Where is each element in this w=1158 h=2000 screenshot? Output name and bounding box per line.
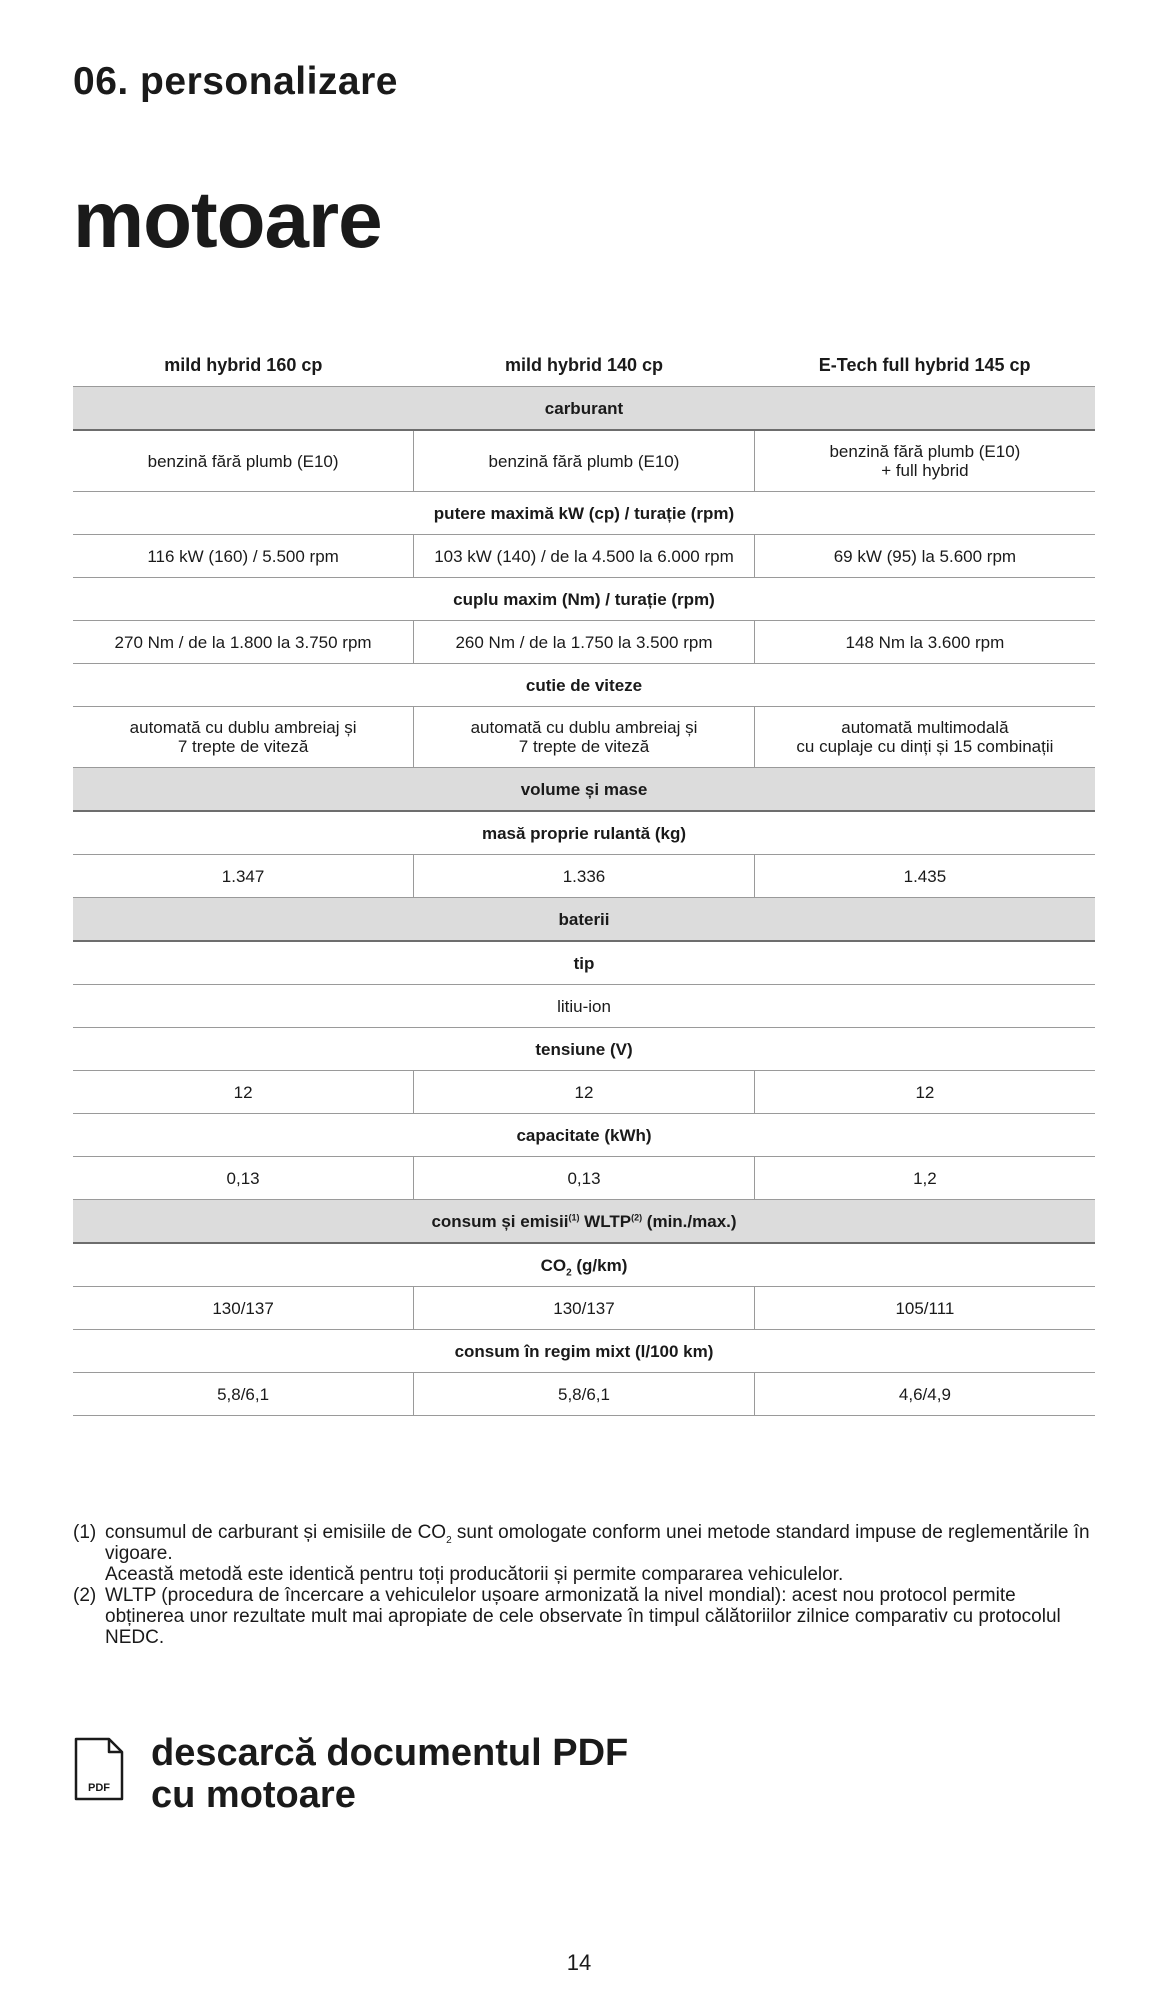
row-heading-torque: cuplu maxim (Nm) / turație (rpm) (73, 578, 1095, 621)
table-row (73, 1373, 1095, 1416)
table-cell: 270 Nm / de la 1.800 la 3.750 rpm (73, 621, 414, 664)
table-row (73, 985, 1095, 1028)
column-header: mild hybrid 140 cp (414, 344, 755, 387)
section-heading-volumes: volume și mase (73, 768, 1095, 812)
table-cell: benzină fără plumb (E10) (73, 430, 414, 492)
table-cell (754, 430, 1095, 492)
heading-text: WLTP (579, 1211, 632, 1231)
row-heading-co2 (73, 1243, 1095, 1287)
column-header: E-Tech full hybrid 145 cp (754, 344, 1095, 387)
table-cell: 69 kW (95) la 5.600 rpm (754, 535, 1095, 578)
cell-line: cu cuplaje cu dinți și 15 combinații (796, 737, 1054, 756)
table-cell: 1.347 (73, 855, 414, 898)
heading-text: (g/km) (571, 1255, 628, 1275)
cell-line: automată cu dublu ambreiaj și (470, 718, 698, 737)
table-cell: 105/111 (754, 1287, 1095, 1330)
cell-line: automată cu dublu ambreiaj și (129, 718, 357, 737)
table-row (73, 430, 1095, 492)
cell-line: + full hybrid (881, 461, 969, 480)
page-number: 14 (566, 1950, 592, 1975)
row-heading-mass: masă proprie rulantă (kg) (73, 811, 1095, 855)
footnotes (73, 1522, 1095, 1648)
page-title: motoare (73, 175, 382, 264)
footnote-item (73, 1585, 1095, 1648)
download-line: cu motoare (151, 1774, 356, 1816)
table-cell: 12 (414, 1071, 755, 1114)
table-cell: 148 Nm la 3.600 rpm (754, 621, 1095, 664)
table-cell: 5,8/6,1 (414, 1373, 755, 1416)
section-heading-battery: baterii (73, 898, 1095, 942)
subscript: 2 (446, 1534, 452, 1546)
table-cell: 12 (754, 1071, 1095, 1114)
column-header: mild hybrid 160 cp (73, 344, 414, 387)
table-cell: 0,13 (414, 1157, 755, 1200)
subscript: 2 (566, 1266, 572, 1278)
table-cell: benzină fără plumb (E10) (414, 430, 755, 492)
table-cell: 12 (73, 1071, 414, 1114)
footnote-item (73, 1522, 1095, 1585)
table-cell: 130/137 (414, 1287, 755, 1330)
table-cell: 1.336 (414, 855, 755, 898)
footnote-number: (2) (73, 1585, 97, 1606)
heading-text: consum și emisii (431, 1211, 569, 1231)
download-pdf-link[interactable] (73, 1732, 628, 1816)
footnote-text-part: sunt omologate conform unei metode standard impuse de reglementările în vigoare. (105, 1522, 1090, 1564)
footnote-text (105, 1522, 1095, 1585)
table-cell (754, 707, 1095, 768)
pdf-icon-label: PDF (88, 1782, 110, 1794)
table-cell: 130/137 (73, 1287, 414, 1330)
table-cell: 0,13 (73, 1157, 414, 1200)
row-heading-consumption: consum în regim mixt (l/100 km) (73, 1330, 1095, 1373)
table-cell: litiu-ion (73, 985, 1095, 1028)
heading-text: CO (540, 1255, 567, 1275)
table-cell: 260 Nm / de la 1.750 la 3.500 rpm (414, 621, 755, 664)
table-row (73, 1071, 1095, 1114)
row-heading-voltage: tensiune (V) (73, 1028, 1095, 1071)
cell-line: benzină fără plumb (E10) (829, 442, 1021, 461)
footnote-number: (1) (73, 1522, 97, 1543)
table-cell: 1.435 (754, 855, 1095, 898)
table-row (73, 855, 1095, 898)
table-row (73, 535, 1095, 578)
footnote-ref: (2) (631, 1211, 643, 1222)
footnote-text-part: Această metodă este identică pentru toți producătorii și permite compararea vehiculelor. (105, 1564, 844, 1585)
table-cell: 103 kW (140) / de la 4.500 la 6.000 rpm (414, 535, 755, 578)
table-row (73, 621, 1095, 664)
footnote-text-part: consumul de carburant și emisiile de CO (105, 1522, 447, 1543)
footnote-ref: (1) (568, 1211, 580, 1222)
cell-line: automată multimodală (841, 718, 1009, 737)
table-cell (73, 707, 414, 768)
row-heading-type: tip (73, 941, 1095, 985)
section-label: 06. personalizare (73, 60, 398, 103)
section-heading-emissions (73, 1200, 1095, 1244)
table-cell: 1,2 (754, 1157, 1095, 1200)
row-heading-gearbox: cutie de viteze (73, 664, 1095, 707)
row-heading-power: putere maximă kW (cp) / turație (rpm) (73, 492, 1095, 535)
cell-line: 7 trepte de viteză (518, 737, 650, 756)
table-cell: 5,8/6,1 (73, 1373, 414, 1416)
table-cell: 116 kW (160) / 5.500 rpm (73, 535, 414, 578)
table-row (73, 1287, 1095, 1330)
engine-spec-table (73, 344, 1095, 1416)
section-heading-fuel: carburant (73, 387, 1095, 431)
table-cell (414, 707, 755, 768)
row-heading-capacity: capacitate (kWh) (73, 1114, 1095, 1157)
footnote-text: WLTP (procedura de încercare a vehiculelor ușoare armonizată la nivel mondial): acest nou protocol permite obținerea unor rezultate mult mai apropiate de cele observate în timpul călătoriilor zilnice comparativ cu protocolul NEDC. (105, 1585, 1061, 1648)
cell-line: 7 trepte de viteză (177, 737, 309, 756)
download-line: descarcă documentul PDF (151, 1732, 629, 1774)
table-row (73, 1157, 1095, 1200)
pdf-file-icon (73, 1736, 125, 1802)
table-row (73, 707, 1095, 768)
heading-text: (min./max.) (642, 1211, 737, 1231)
download-pdf-text[interactable] (151, 1732, 628, 1816)
table-cell: 4,6/4,9 (754, 1373, 1095, 1416)
